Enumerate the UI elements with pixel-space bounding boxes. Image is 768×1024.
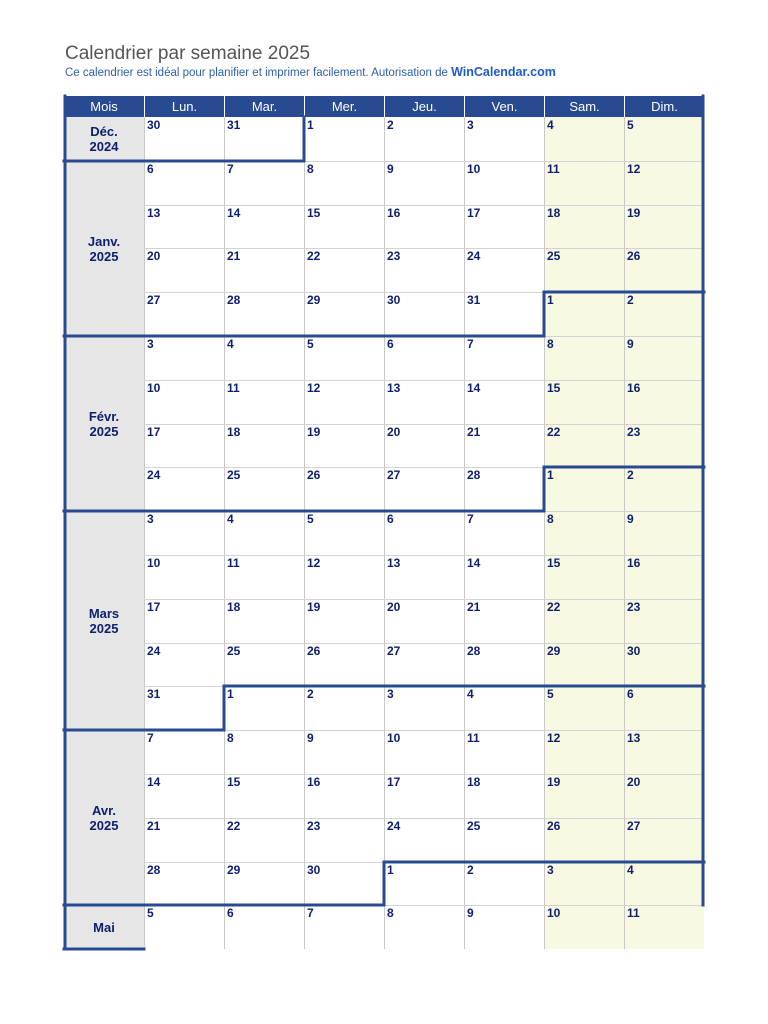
day-number: 9 — [627, 512, 634, 526]
day-number: 23 — [387, 249, 401, 263]
day-number: 22 — [547, 425, 561, 439]
day-number: 1 — [547, 468, 554, 482]
day-number: 9 — [627, 337, 634, 351]
day-number: 15 — [307, 206, 321, 220]
day-number: 26 — [307, 468, 321, 482]
day-number: 17 — [147, 425, 161, 439]
day-number: 29 — [227, 863, 241, 877]
day-number: 11 — [467, 731, 480, 745]
weekly-calendar — [64, 96, 704, 952]
day-number: 13 — [147, 206, 161, 220]
day-number: 20 — [387, 425, 401, 439]
day-number: 6 — [147, 162, 154, 176]
day-number: 7 — [147, 731, 154, 745]
day-number: 30 — [147, 118, 161, 132]
day-number: 13 — [387, 381, 401, 395]
day-number: 23 — [627, 425, 641, 439]
subtitle-text: Ce calendrier est idéal pour planifier et imprimer facilement. Autorisation de — [65, 67, 452, 79]
day-number: 1 — [227, 687, 234, 701]
day-number: 21 — [147, 819, 161, 833]
day-number: 9 — [307, 731, 314, 745]
month-year: 2025 — [89, 817, 119, 833]
day-number: 26 — [547, 819, 561, 833]
day-number: 14 — [467, 381, 481, 395]
day-number: 26 — [307, 644, 321, 658]
day-number: 17 — [387, 775, 401, 789]
day-number: 30 — [387, 293, 401, 307]
day-number: 22 — [227, 819, 241, 833]
day-number: 10 — [147, 381, 161, 395]
day-number: 17 — [467, 206, 481, 220]
day-number: 15 — [547, 381, 561, 395]
day-number: 28 — [467, 468, 481, 482]
day-number: 24 — [147, 644, 161, 658]
month-name: Mars — [88, 605, 120, 621]
day-number: 4 — [467, 687, 474, 701]
day-number: 2 — [627, 468, 634, 482]
wincalendar-link[interactable]: WinCalendar.com — [451, 65, 556, 79]
day-number: 15 — [547, 556, 561, 570]
day-number: 8 — [547, 337, 554, 351]
day-number: 10 — [547, 906, 561, 920]
day-number: 3 — [147, 512, 154, 526]
day-number: 20 — [627, 775, 641, 789]
day-number: 16 — [387, 206, 401, 220]
day-number: 3 — [387, 687, 394, 701]
day-number: 12 — [307, 381, 321, 395]
day-number: 1 — [307, 118, 314, 132]
day-number: 6 — [627, 687, 634, 701]
column-header: Dim. — [624, 96, 704, 117]
day-number: 2 — [467, 863, 474, 877]
day-number: 14 — [147, 775, 161, 789]
day-number: 15 — [227, 775, 241, 789]
day-number: 12 — [307, 556, 321, 570]
day-number: 12 — [627, 162, 641, 176]
column-header: Sam. — [544, 96, 624, 117]
day-number: 2 — [387, 118, 394, 132]
day-number: 6 — [387, 337, 394, 351]
day-number: 28 — [227, 293, 241, 307]
day-number: 11 — [227, 556, 240, 570]
day-number: 16 — [627, 556, 641, 570]
day-number: 18 — [227, 600, 241, 614]
day-number: 24 — [387, 819, 401, 833]
day-number: 23 — [307, 819, 321, 833]
month-year: 2024 — [89, 139, 119, 154]
day-number: 31 — [147, 687, 161, 701]
day-number: 2 — [307, 687, 314, 701]
column-header: Mar. — [224, 96, 304, 117]
day-number: 19 — [547, 775, 561, 789]
month-name: Déc. — [90, 124, 118, 139]
day-number: 27 — [387, 468, 401, 482]
day-number: 26 — [627, 249, 641, 263]
day-number: 25 — [467, 819, 481, 833]
day-number: 16 — [307, 775, 321, 789]
day-number: 8 — [547, 512, 554, 526]
day-number: 12 — [547, 731, 561, 745]
day-number: 6 — [227, 906, 234, 920]
day-number: 14 — [227, 206, 241, 220]
month-name: Févr. — [88, 408, 120, 424]
day-number: 27 — [147, 293, 161, 307]
day-number: 17 — [147, 600, 161, 614]
day-number: 29 — [307, 293, 321, 307]
day-number: 5 — [147, 906, 154, 920]
day-number: 5 — [307, 337, 314, 351]
day-number: 11 — [627, 906, 640, 920]
day-number: 18 — [467, 775, 481, 789]
day-number: 28 — [467, 644, 481, 658]
day-number: 22 — [307, 249, 321, 263]
column-header: Mois — [64, 96, 144, 117]
day-number: 9 — [467, 906, 474, 920]
day-number: 31 — [227, 118, 241, 132]
day-number: 8 — [227, 731, 234, 745]
month-name: Mai — [93, 919, 115, 935]
day-number: 7 — [467, 512, 474, 526]
day-number: 1 — [547, 293, 554, 307]
day-number: 19 — [307, 600, 321, 614]
day-number: 13 — [627, 731, 641, 745]
day-number: 22 — [547, 600, 561, 614]
day-number: 7 — [307, 906, 314, 920]
day-number: 30 — [307, 863, 321, 877]
day-number: 20 — [147, 249, 161, 263]
day-number: 18 — [227, 425, 241, 439]
day-number: 25 — [227, 644, 241, 658]
day-number: 5 — [627, 118, 634, 132]
day-number: 1 — [387, 863, 394, 877]
day-number: 30 — [627, 644, 641, 658]
day-number: 9 — [387, 162, 394, 176]
day-number: 4 — [627, 863, 634, 877]
page-title: Calendrier par semaine 2025 — [65, 43, 311, 64]
day-number: 24 — [147, 468, 161, 482]
day-number: 5 — [547, 687, 554, 701]
day-number: 11 — [227, 381, 240, 395]
day-number: 8 — [387, 906, 394, 920]
column-header: Jeu. — [384, 96, 464, 117]
month-year: 2025 — [89, 620, 119, 636]
day-number: 27 — [387, 644, 401, 658]
day-number: 7 — [467, 337, 474, 351]
day-number: 18 — [547, 206, 561, 220]
day-number: 10 — [147, 556, 161, 570]
day-number: 3 — [467, 118, 474, 132]
day-number: 10 — [387, 731, 401, 745]
month-name: Avr. — [91, 802, 117, 818]
day-number: 21 — [227, 249, 241, 263]
day-number: 8 — [307, 162, 314, 176]
day-number: 19 — [627, 206, 641, 220]
day-number: 20 — [387, 600, 401, 614]
day-number: 24 — [467, 249, 481, 263]
day-number: 3 — [547, 863, 554, 877]
column-header: Lun. — [144, 96, 224, 117]
day-number: 25 — [547, 249, 561, 263]
day-number: 21 — [467, 600, 481, 614]
day-number: 21 — [467, 425, 481, 439]
day-number: 13 — [387, 556, 401, 570]
day-number: 11 — [547, 162, 560, 176]
column-header: Ven. — [464, 96, 544, 117]
month-year: 2025 — [89, 423, 119, 439]
day-number: 7 — [227, 162, 234, 176]
day-number: 10 — [467, 162, 481, 176]
day-number: 14 — [467, 556, 481, 570]
day-number: 28 — [147, 863, 161, 877]
day-number: 4 — [227, 512, 234, 526]
day-number: 29 — [547, 644, 561, 658]
day-number: 27 — [627, 819, 641, 833]
day-number: 4 — [547, 118, 554, 132]
column-header: Mer. — [304, 96, 384, 117]
day-number: 5 — [307, 512, 314, 526]
day-number: 16 — [627, 381, 641, 395]
day-number: 19 — [307, 425, 321, 439]
day-number: 6 — [387, 512, 394, 526]
day-number: 25 — [227, 468, 241, 482]
day-number: 4 — [227, 337, 234, 351]
day-number: 2 — [627, 293, 634, 307]
day-number: 3 — [147, 337, 154, 351]
month-boundaries — [64, 96, 704, 952]
day-number: 23 — [627, 600, 641, 614]
month-name: Janv. — [87, 233, 121, 249]
day-number: 31 — [467, 293, 481, 307]
month-year: 2025 — [89, 248, 119, 264]
page-subtitle — [65, 65, 556, 79]
